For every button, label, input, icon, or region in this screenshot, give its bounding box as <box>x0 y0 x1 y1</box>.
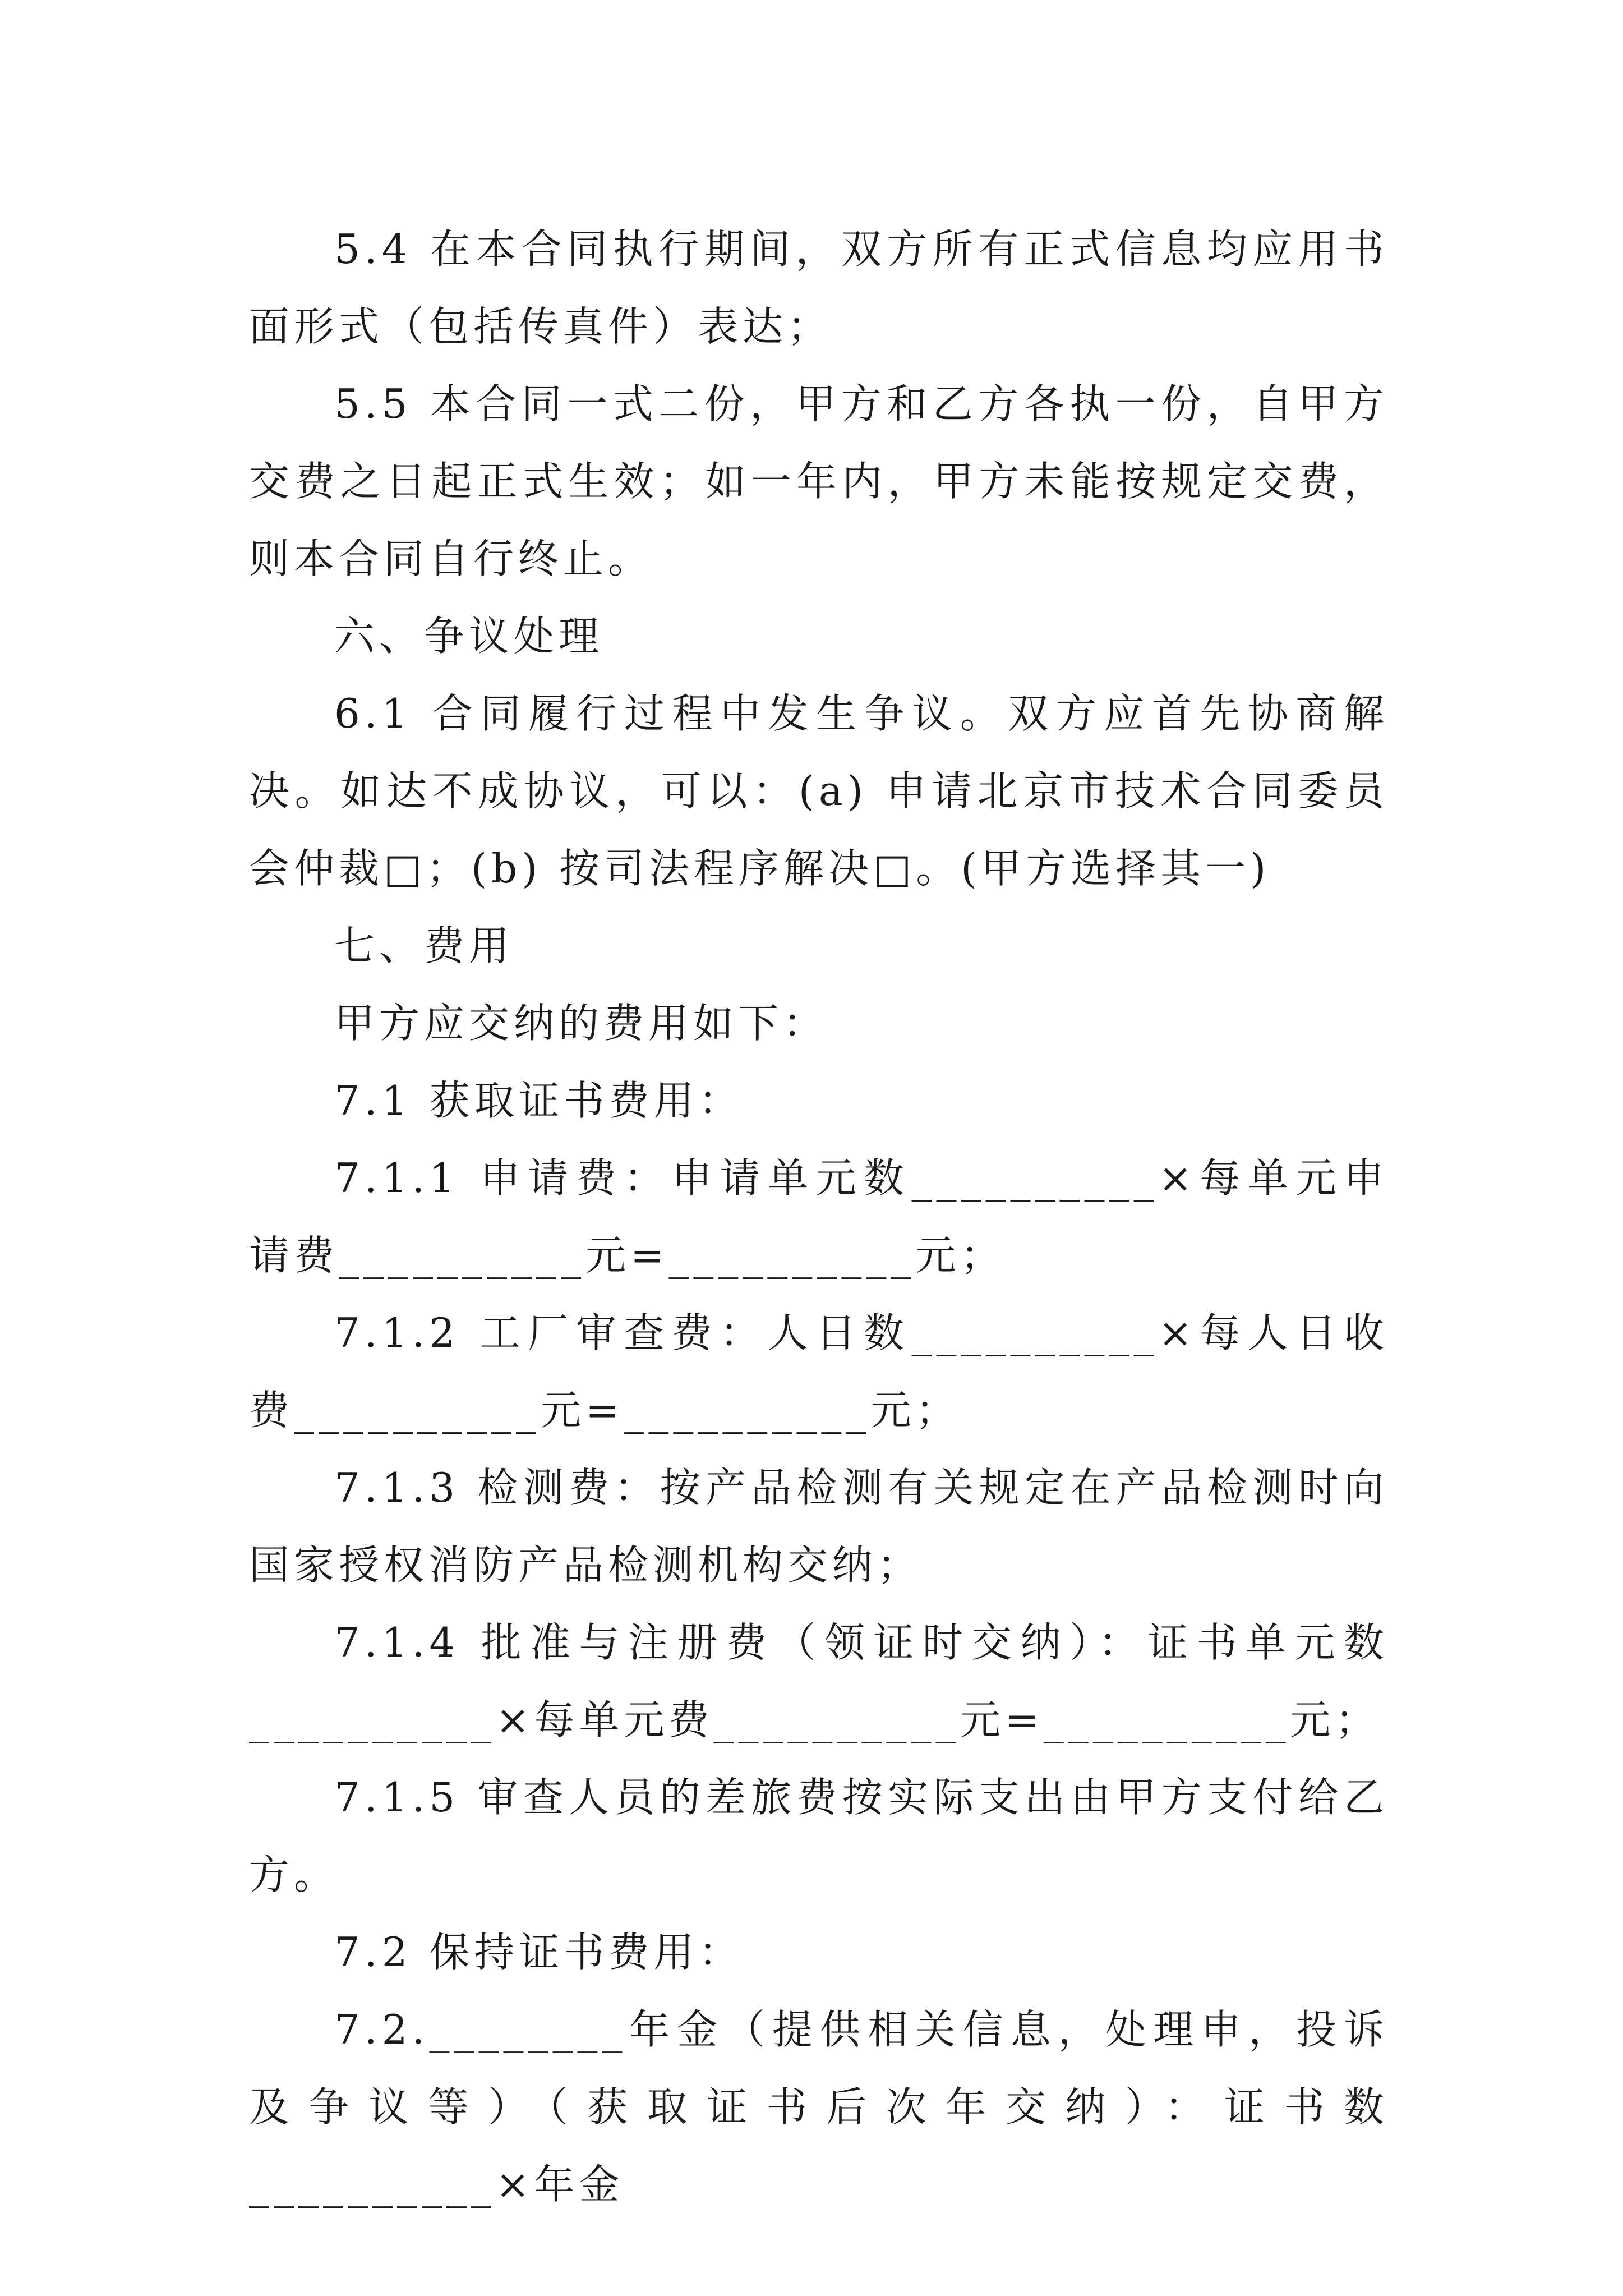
clause-7-1-1: 7.1.1 申请费：申请单元数__________×每单元申请费__________元=__________元； <box>249 1154 1389 1279</box>
clause-5-5: 5.5 本合同一式二份，甲方和乙方各执一份，自甲方交费之日起正式生效；如一年内，甲方未能按规定交费，则本合同自行终止。 <box>249 380 1389 582</box>
clause-7-1-3: 7.1.3 检测费：按产品检测有关规定在产品检测时向国家授权消防产品检测机构交纳； <box>249 1464 1389 1589</box>
clause-7-2: 7.2 保持证书费用： <box>334 1929 744 1976</box>
clause-7-1-5: 7.1.5 审查人员的差旅费按实际支出由甲方支付给乙方。 <box>249 1774 1389 1898</box>
clause-7-1: 7.1 获取证书费用： <box>334 1077 744 1124</box>
section-heading-dispute: 六、争议处理 <box>334 613 604 660</box>
contract-body <box>249 210 1389 2223</box>
clause-6-1: 6.1 合同履行过程中发生争议。双方应首先协商解决。如达不成协议，可以：(a) 申请北京市技术合同委员会仲裁□；(b) 按司法程序解决□。(甲方选择其一) <box>249 690 1389 892</box>
clause-7-1-4: 7.1.4 批准与注册费（领证时交纳）：证书单元数__________×每单元费__________元=__________元； <box>249 1619 1389 1743</box>
clause-7-2-annual: 7.2.________年金（提供相关信息，处理申，投诉及争议等）（获取证书后次年交纳）：证书数__________×年金 <box>249 2006 1389 2208</box>
section-heading-fees: 七、费用 <box>334 922 514 969</box>
clause-7-1-2: 7.1.2 工厂审查费：人日数__________×每人日收费__________元=__________元； <box>249 1309 1389 1434</box>
fees-intro: 甲方应交纳的费用如下： <box>334 1000 828 1047</box>
clause-5-4: 5.4 在本合同执行期间，双方所有正式信息均应用书面形式（包括传真件）表达； <box>249 226 1389 350</box>
